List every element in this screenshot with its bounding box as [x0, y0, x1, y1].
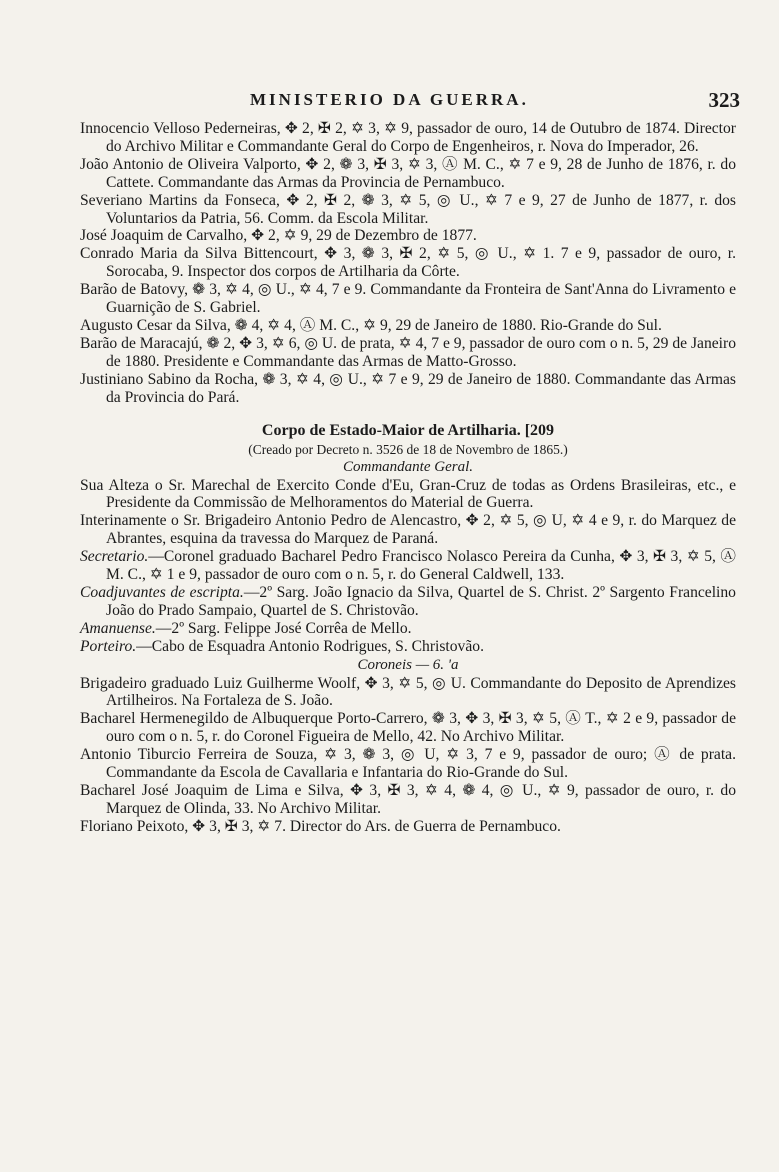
staff-text: —Coronel graduado Bacharel Pedro Francisco Nolasco Pereira da Cunha, ✥ 3, ✠ 3, ✡ 5, Ⓐ M. C., ✡ 1 e 9, passador de ouro com o n. 5, r. do General Caldwell, 133. [106, 548, 736, 584]
list-item: João Antonio de Oliveira Valporto, ✥ 2, ❁ 3, ✠ 3, ✡ 3, Ⓐ M. C., ✡ 7 e 9, 28 de Junho de 1876, r. do Cattete. Commandante das Armas da Provincia de Pernambuco. [80, 155, 736, 191]
page-content [80, 120, 736, 836]
list-item: Barão de Batovy, ❁ 3, ✡ 4, ◎ U., ✡ 4, 7 e 9. Commandante da Fronteira de Sant'Anna do Livramento e Guarnição de S. Gabriel. [80, 281, 736, 317]
staff-text: —2º Sarg. Felippe José Corrêa de Mello. [155, 619, 412, 637]
list-item: Severiano Martins da Fonseca, ✥ 2, ✠ 2, ❁ 3, ✡ 5, ◎ U., ✡ 7 e 9, 27 de Junho de 1877, r. dos Voluntarios da Patria, 56. Comm. da Escola Militar. [80, 191, 736, 227]
section-note: (Creado por Decreto n. 3526 de 18 de Novembro de 1865.) [248, 441, 568, 457]
list-item: Justiniano Sabino da Rocha, ❁ 3, ✡ 4, ◎ U., ✡ 7 e 9, 29 de Janeiro de 1880. Commandante das Armas da Provincia do Pará. [80, 370, 736, 406]
list-item: Interinamente o Sr. Brigadeiro Antonio Pedro de Alencastro, ✥ 2, ✡ 5, ◎ U, ✡ 4 e 9, r. do Marquez de Abrantes, esquina da travessa do Marquez de Paraná. [80, 512, 736, 548]
staff-entry-porteiro [80, 638, 736, 656]
list-item: Bacharel José Joaquim de Lima e Silva, ✥ 3, ✠ 3, ✡ 4, ❁ 4, ◎ U., ✡ 9, passador de ouro, r. do Marquez de Olinda, 33. No Archivo Militar. [80, 782, 736, 817]
list-item: Floriano Peixoto, ✥ 3, ✠ 3, ✡ 7. Director do Ars. de Guerra de Pernambuco. [80, 817, 561, 835]
list-item: José Joaquim de Carvalho, ✥ 2, ✡ 9, 29 de Dezembro de 1877. [80, 227, 477, 245]
staff-role: Secretario. [80, 548, 149, 566]
list-item: Innocencio Velloso Pederneiras, ✥ 2, ✠ 2, ✡ 3, ✡ 9, passador de ouro, 14 de Outubro de 1874. Director do Archivo Militar e Commandante Geral do Corpo de Engenheiros, r. Nova do Imperador, 26. [80, 120, 736, 155]
list-item: Augusto Cesar da Silva, ❁ 4, ✡ 4, Ⓐ M. C., ✡ 9, 29 de Janeiro de 1880. Rio-Grande do Sul. [80, 316, 662, 334]
page-number: 323 [708, 88, 740, 112]
page-header [90, 88, 740, 116]
staff-text: —Cabo de Esquadra Antonio Rodrigues, S. Christovão. [136, 637, 484, 655]
section-title: Corpo de Estado-Maior de Artilharia. [209 [261, 421, 555, 439]
staff-text: —2º Sarg. João Ignacio da Silva, Quartel de S. Christ. 2º Sargento Francelino João do Prado Sampaio, Quartel de S. Christovão. [106, 583, 736, 619]
staff-entry-coadjuvantes [80, 584, 736, 620]
list-item: Brigadeiro graduado Luiz Guilherme Woolf, ✥ 3, ✡ 5, ◎ U. Commandante do Deposito de Aprendizes Artilheiros. Na Fortaleza de S. João. [80, 674, 736, 710]
staff-role: Porteiro. [80, 637, 137, 655]
staff-entry-secretario [80, 548, 736, 584]
list-item: Barão de Maracajú, ❁ 2, ✥ 3, ✡ 6, ◎ U. de prata, ✡ 4, 7 e 9, passador de ouro com o n. 5, 29 de Janeiro de 1880. Presidente e Commandante das Armas de Matto-Grosso. [80, 334, 736, 370]
list-item: Bacharel Hermenegildo de Albuquerque Porto-Carrero, ❁ 3, ✥ 3, ✠ 3, ✡ 5, Ⓐ T., ✡ 2 e 9, passador de ouro com o n. 5, r. do Coronel Figueira de Mello, 42. No Archivo Militar. [80, 710, 736, 746]
list-item: Sua Alteza o Sr. Marechal de Exercito Conde d'Eu, Gran-Cruz de todas as Ordens Brasileiras, etc., e Presidente da Commissão de Melhoramentos do Material de Guerra. [80, 476, 736, 512]
running-title: MINISTERIO DA GUERRA. [250, 90, 529, 109]
list-item: Conrado Maria da Silva Bittencourt, ✥ 3, ❁ 3, ✠ 2, ✡ 5, ◎ U., ✡ 1. 7 e 9, passador de ouro, r. Sorocaba, 9. Inspector dos corpos de Artilharia da Côrte. [80, 245, 736, 281]
staff-role: Amanuense. [80, 619, 156, 637]
staff-role: Coadjuvantes de escripta. [80, 583, 244, 601]
list-item: Antonio Tiburcio Ferreira de Souza, ✡ 3, ❁ 3, ◎ U, ✡ 3, 7 e 9, passador de ouro; Ⓐ de prata. Commandante da Escola de Cavallaria e Infantaria do Rio-Grande do Sul. [80, 746, 736, 782]
staff-entry-amanuense [80, 620, 736, 638]
subhead-coroneis: Coroneis — 6. 'a [357, 656, 459, 673]
subhead-commandante-geral: Commandante Geral. [343, 458, 473, 475]
